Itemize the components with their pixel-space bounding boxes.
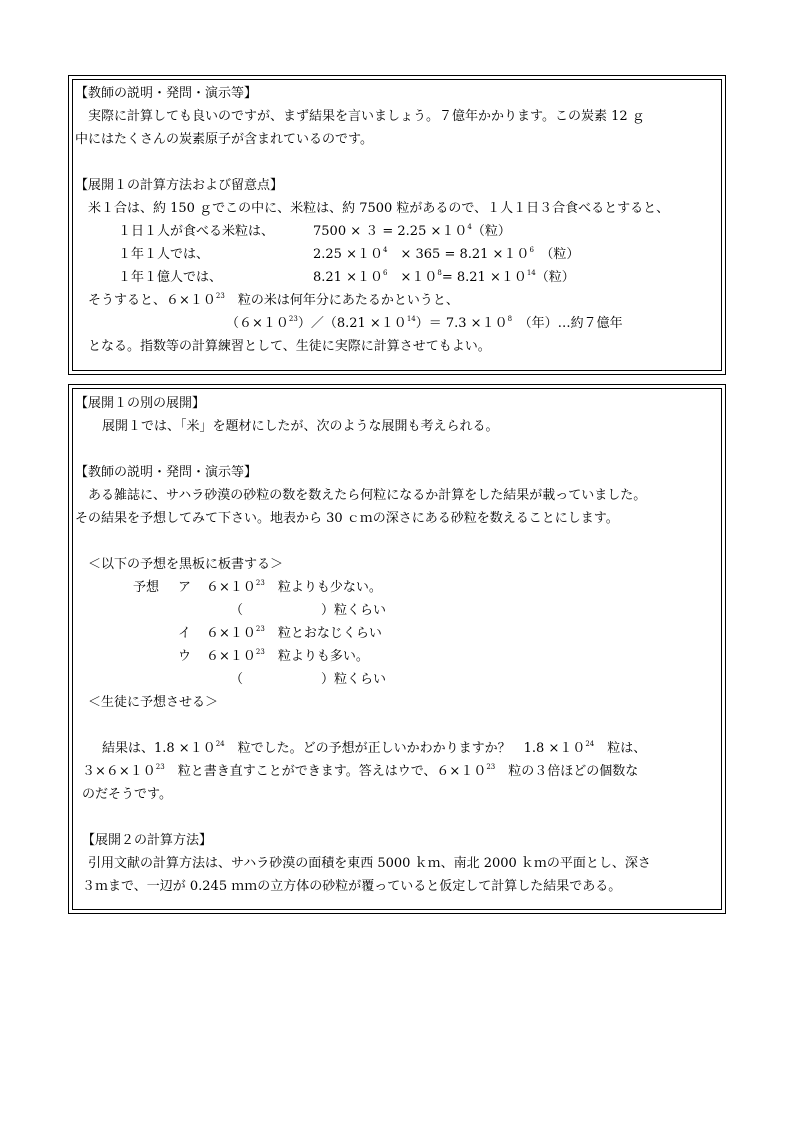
prediction-b-text: $6\times 10^{23}$ 粒とおなじくらい: [206, 625, 382, 641]
calc2-line: 引用文献の計算方法は、サハラ砂漠の面積を東西 5000 ｋｍ、南北 2000 ｋｍの平面とし、深さ: [88, 856, 651, 871]
board-note: ＜以下の予想を黒板に板書する＞: [88, 557, 284, 572]
calc2-line: ３ｍまで、一辺が 0.245 ｍｍの立方体の砂粒が覆っていると仮定して計算した結果である。: [82, 879, 622, 894]
division-formula: $(6\times 10^{23})/(8.21 \times 10^{14})= 7.3 \times 10^8$ （年）…約７億年: [226, 315, 623, 331]
paragraph-line: 実際に計算しても良いのですが、まず結果を言いましょう。７億年かかります。この炭素 12 ｇ: [88, 109, 645, 124]
heading-teacher-2: 【教師の説明・発問・演示等】: [75, 465, 258, 480]
heading-calc-1: 【展開１の計算方法および留意点】: [75, 178, 284, 193]
alt-text: 展開１では、「米」を題材にしたが、次のような展開も考えられる。: [102, 419, 499, 434]
prediction-c-mark: ウ: [178, 649, 192, 664]
result-line: のだそうです。: [82, 787, 172, 802]
row1-label: １日１人が食べる米粒は、: [118, 224, 275, 239]
row3-label: １年１億人では、: [118, 270, 223, 285]
prediction-label: 予想: [133, 580, 160, 595]
question-line: その結果を予想してみて下さい。地表から 30 ｃｍの深さにある砂粒を数えることにします。: [75, 511, 619, 526]
question-line: ある雑誌に、サハラ砂漠の砂粒の数を数えたら何粒になるか計算をした結果が載っていました。: [88, 488, 647, 503]
row1-formula: $7500 \times 3 = 2.25 \times 10^4$（粒）: [313, 223, 511, 239]
closing-line: となる。指数等の計算練習として、生徒に実際に計算させてもよい。: [88, 339, 491, 354]
prediction-a-paren: （ ）粒くらい: [230, 603, 387, 618]
student-note: ＜生徒に予想させる＞: [88, 695, 219, 710]
prediction-a-text: $6\times 10^{23}$ 粒よりも少ない。: [206, 579, 382, 595]
row2-formula: $2.25 \times 10^4$ × $365 = 8.21 \times 10^6$ （粒）: [313, 246, 580, 262]
result-line: 結果は、$1.8 \times 10^{24}$ 粒でした。どの予想が正しいかわかりますか？ $1.8 \times 10^{24}$ 粒は、: [102, 740, 647, 756]
row3-formula: $8.21 \times 10^6$ $\times 10^8= 8.21 \times 10^{14}$（粒）: [313, 269, 575, 285]
prediction-c-text: $6\times 10^{23}$ 粒よりも多い。: [206, 648, 369, 664]
heading-teacher-1: 【教師の説明・発問・演示等】: [75, 86, 258, 101]
paragraph-line: 中にはたくさんの炭素原子が含まれているのです。: [75, 132, 373, 147]
heading-alt: 【展開１の別の展開】: [75, 396, 206, 411]
rice-intro: 米１合は、約 150 ｇでこの中に、米粒は、約 7500 粒があるので、１人１日３合食べるとすると、: [88, 201, 670, 216]
prediction-a-mark: ア: [178, 580, 192, 595]
result-line: $3\times 6\times 10^{23}$ 粒と書き直すことができます。答えはウで、$6\times 10^{23}$ 粒の３倍ほどの個数な: [82, 763, 639, 779]
heading-calc-2: 【展開２の計算方法】: [82, 833, 213, 848]
prediction-b-mark: イ: [178, 626, 192, 641]
row2-label: １年１人では、: [118, 247, 210, 262]
then-line: そうすると、$6\times 10^{23}$ 粒の米は何年分にあたるかというと、: [88, 292, 459, 308]
prediction-c-paren: （ ）粒くらい: [230, 672, 387, 687]
